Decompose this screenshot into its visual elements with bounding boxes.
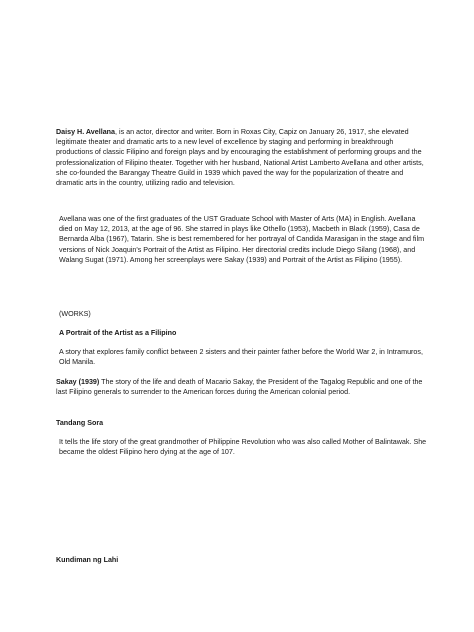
work-entry-sakay [56,377,426,397]
work-description-tandang-sora: It tells the life story of the great grandmother of Philippine Revolution who was also called Mother of Balintawak. She became the oldest Filipino hero dying at the age of 107. [59,438,427,457]
work-description-sakay: The story of the life and death of Macario Sakay, the President of the Tagalog Republic and one of the last Filipino generals to surrender to the American forces during the American colonial period. [56,378,423,397]
works-label: (WORKS) [59,310,91,318]
bio-paragraph-2 [56,214,429,265]
work-title-sakay: Sakay (1939) [56,378,100,386]
work-title-tandang-sora: Tandang Sora [56,419,104,427]
artist-name: Daisy H. Avellana [56,128,116,136]
bio-paragraph-1 [56,127,426,188]
bio-paragraph-1-text: , is an actor, director and writer. Born in Roxas City, Capiz on January 26, 1917, she elevated legitimate theater and dramatic arts to a new level of excellence by staging and performing in breakthrough productions of classic Filipino and foreign plays and by encouraging the establishment of performing groups and the professionalization of Filipino theater. Together with her husband, National Artist Lamberto Avellana and other artists, she co-founded the Barangay Theatre Guild in 1939 which paved the way for the popularization of theatre and dramatic arts in the country, utilizing radio and television. [56,128,424,188]
bio-paragraph-2-text: Avellana was one of the first graduates of the UST Graduate School with Master of Arts (MA) in English. Avellana died on May 12, 2013, at the age of 96. She starred in plays like Othello (1953), Macbeth in Black (1959), Casa de Bernarda Alba (1967), Tatarin. She is best remembered for her portrayal of Candida Marasigan in the stage and film versions of Nick Joaquin's Portrait of the Artist as Filipino. Her directorial credits include Diego Silang (1968), and Walang Sugat (1971). Among her screenplays were Sakay (1939) and Portrait of the Artist as Filipino (1955). [59,215,425,264]
work-title-kundiman: Kundiman ng Lahi [56,556,119,564]
work-description-portrait: A story that explores family conflict between 2 sisters and their painter father before the World War 2, in Intramuros, Old Manila. [59,348,423,367]
work-title-portrait: A Portrait of the Artist as a Filipino [59,329,177,337]
